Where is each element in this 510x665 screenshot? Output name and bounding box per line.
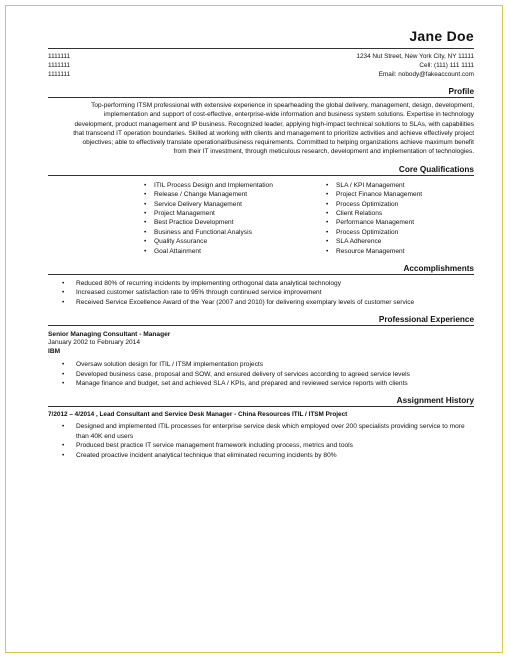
accomplishment-item: • Reduced 80% of recurring incidents by implementing orthogonal data analytical technology: [58, 279, 474, 288]
resume-name: Jane Doe: [409, 28, 474, 44]
accomplishment-item: • Increased customer satisfaction rate to 95% through continued service improvement: [58, 288, 474, 297]
qualification-item: • Best Practice Development: [144, 218, 292, 227]
qualification-item: • Service Delivery Management: [144, 200, 292, 209]
qualification-item: • Release / Change Management: [144, 190, 292, 199]
qualification-item: • SLA / KPI Management: [326, 181, 474, 190]
assignment-heading: Assignment History: [48, 396, 474, 407]
qualification-item: • Process Optimization: [326, 228, 474, 237]
assignment-item: • Designed and implemented ITIL processes for enterprise service desk which employed over 200 specialists providing service to more than 40K end users: [58, 422, 474, 441]
assignment-list: [48, 422, 474, 460]
qualification-item: • Resource Management: [326, 247, 474, 256]
experience-list: [48, 360, 474, 388]
qualification-item: • Process Optimization: [326, 200, 474, 209]
qualification-item: • Goal Attainment: [144, 247, 292, 256]
profile-text: Top-performing ITSM professional with extensive experience in spearheading the global delivery, management, design, development, implementation and support of cost-effective, enterprise-wide information and business system solutions. Expertise in technology development, product management and IP business. Recognized leader, applying high-impact technical solutions to SLAs, with capabilities that transcend IT operation boundaries. Skilled at working with clients and management to prioritize activities and achieve effectively project objectives; able to effectively translate operational/business requirements. Committed to helping organizations achieve maximum benefit from their IT investment, through meticulous research, development and implementation of technologies.: [73, 102, 474, 156]
contact-address: 1234 Nut Street, New York City, NY 11111: [356, 53, 474, 60]
header-rule: [48, 48, 474, 49]
resume-document: [48, 28, 474, 460]
experience-item: • Oversaw solution design for ITIL / ITSM implementation projects: [58, 360, 474, 369]
qualification-item: • Project Finance Management: [326, 190, 474, 199]
qualifications-column-1: [144, 181, 292, 256]
qualification-item: • Business and Functional Analysis: [144, 228, 292, 237]
qualification-item: • Performance Management: [326, 218, 474, 227]
qualifications-heading: Core Qualifications: [48, 165, 474, 176]
accomplishments-list: [48, 279, 474, 307]
qualification-item: • Project Management: [144, 209, 292, 218]
qualification-item: • Quality Assurance: [144, 237, 292, 246]
experience-heading: Professional Experience: [48, 315, 474, 326]
accomplishment-item: • Received Service Excellence Award of the Year (2007 and 2010) for delivering exemplary levels of customer service: [58, 298, 474, 307]
qualifications-column-2: [326, 181, 474, 256]
qualifications-list: [48, 181, 474, 256]
profile-heading: Profile: [48, 87, 474, 98]
accomplishments-heading: Accomplishments: [48, 264, 474, 275]
contact-block: [48, 52, 474, 79]
contact-left-line: 1111111: [48, 71, 71, 78]
qualification-item: • ITIL Process Design and Implementation: [144, 181, 292, 190]
page-frame: [5, 5, 503, 653]
experience-item: • Developed business case, proposal and SOW, and ensured delivery of services according to agreed service levels: [58, 370, 474, 379]
qualification-item: • SLA Adherence: [326, 237, 474, 246]
contact-left: [48, 52, 70, 79]
assignment-role: 7/2012 – 4/2014 , Lead Consultant and Service Desk Manager - China Resources ITIL / ITSM Project: [48, 411, 348, 419]
contact-left-line: 1111111: [48, 53, 71, 60]
assignment-item: • Produced best practice IT service management framework including process, metrics and tools: [58, 441, 474, 450]
contact-right: [356, 52, 474, 79]
qualification-item: • Client Relations: [326, 209, 474, 218]
job-title: Senior Managing Consultant - Manager: [48, 331, 171, 339]
experience-item: • Manage finance and budget, set and achieved SLA / KPIs, and prepared and reviewed service reports with clients: [58, 379, 474, 388]
job-company: IBM: [48, 348, 61, 356]
job-dates: January 2002 to February 2014: [48, 339, 141, 347]
assignment-item: • Created proactive incident analytical technique that eliminated recurring incidents by 80%: [58, 451, 474, 460]
contact-email: Email: nobody@fakeaccount.com: [378, 71, 474, 78]
contact-left-line: 1111111: [48, 62, 71, 69]
contact-cell: Cell: (111) 111 1111: [419, 62, 474, 69]
